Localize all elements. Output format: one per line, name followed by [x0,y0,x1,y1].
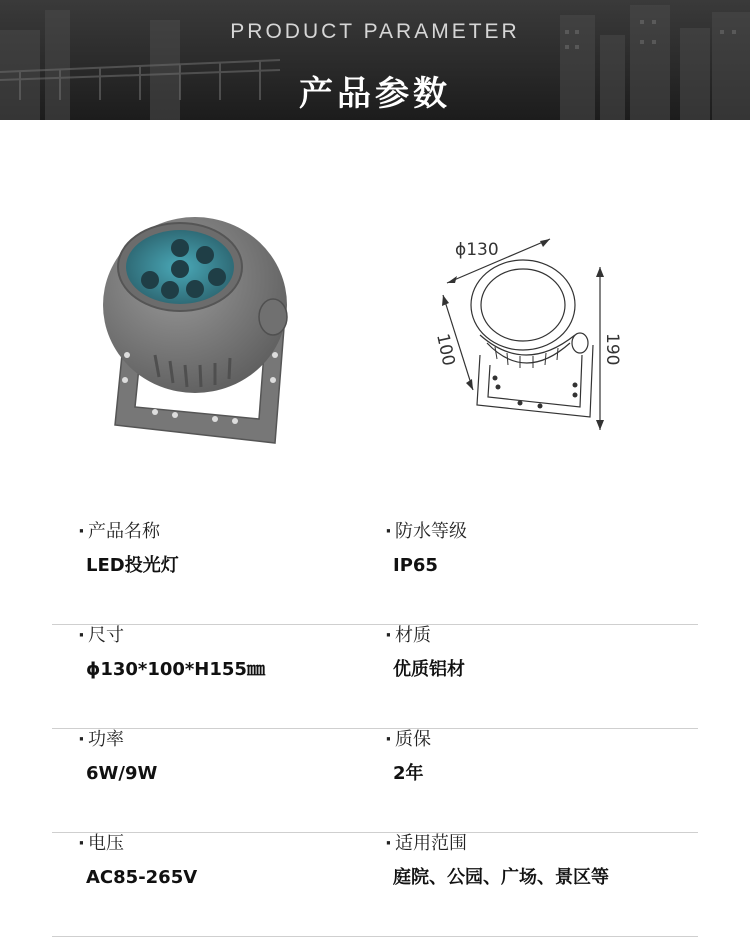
spec-power: · 功率 6W/9W [78,729,158,784]
spec-label: 产品名称 [88,521,160,542]
spec-application: · 适用范围 庭院、公园、广场、景区等 [385,833,609,888]
spec-row [52,728,698,833]
spec-voltage: · 电压 AC85-265V [78,833,198,888]
spec-row [52,832,698,937]
spec-row [52,624,698,729]
spec-material: · 材质 优质铝材 [385,625,465,680]
spec-waterproof-rating: · 防水等级 IP65 [385,521,467,576]
spec-label: 材质 [395,625,431,646]
spec-label: 尺寸 [88,625,124,646]
spec-value: 庭院、公园、广场、景区等 [393,867,609,888]
product-photo [95,205,305,465]
header-title-cn: 产品参数 [299,74,451,114]
spec-label: 防水等级 [395,521,467,542]
dimension-diameter-label: ϕ130 [455,240,499,260]
header-title-en: PRODUCT PARAMETER [230,20,520,43]
spec-label: 质保 [395,729,431,750]
spec-product-name: · 产品名称 LED投光灯 [78,521,179,576]
spec-value: IP65 [393,555,438,576]
spec-value: 2年 [393,763,424,784]
spec-label: 功率 [88,729,124,750]
spec-label: 适用范围 [395,833,467,854]
spec-value: AC85-265V [86,867,198,888]
dimension-height-label: 190 [602,333,622,366]
spec-value: ϕ130*100*H155㎜ [86,659,265,680]
spec-value: 优质铝材 [393,659,465,680]
spec-size: · 尺寸 ϕ130*100*H155㎜ [78,625,265,680]
spec-label: 电压 [88,833,124,854]
spec-warranty: · 质保 2年 [385,729,431,784]
header-banner [0,0,750,120]
spec-value: 6W/9W [86,763,158,784]
spec-row [52,520,698,625]
dimension-drawing [425,225,625,440]
spec-value: LED投光灯 [86,555,179,576]
dimension-depth-label: 100 [432,331,459,368]
